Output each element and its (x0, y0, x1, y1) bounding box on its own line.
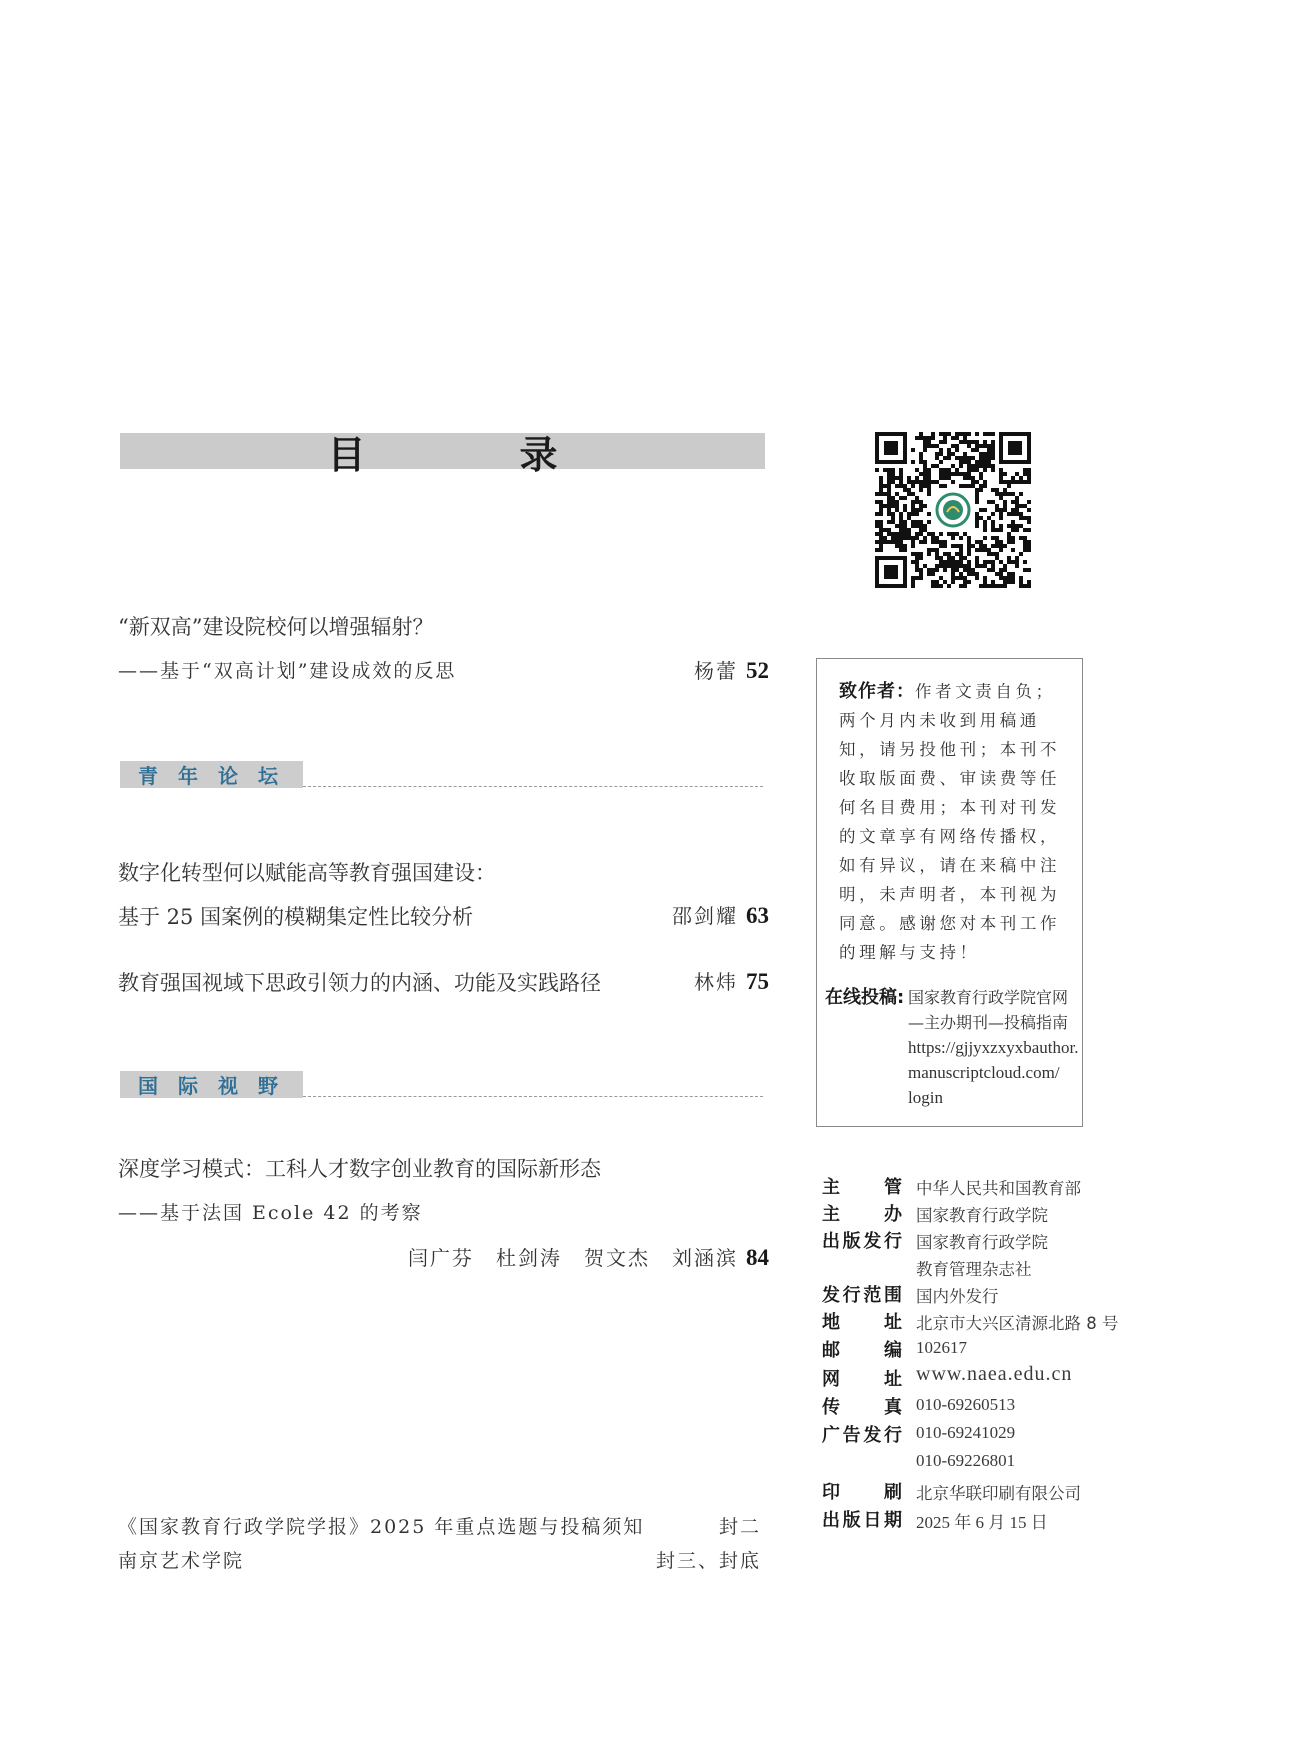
info-value: 北京市大兴区清源北路 8 号 (916, 1314, 1119, 1333)
author-notice (839, 677, 1067, 967)
submission-url[interactable]: login (908, 1088, 943, 1107)
author-notice-box (816, 658, 1083, 1127)
toc-entry-title[interactable]: 教育强国视域下思政引领力的内涵、功能及实践路径 (118, 971, 601, 995)
cover-note-page: 封三、封底 (655, 1550, 761, 1572)
info-label: 网址 (822, 1369, 902, 1390)
toc-entry-title[interactable]: 深度学习模式：工科人才数字创业教育的国际新形态 (118, 1157, 601, 1181)
online-line: 国家教育行政学院官网 (908, 988, 1069, 1007)
toc-entry-byline (408, 1242, 769, 1271)
toc-entry-author: 邵剑耀 (672, 904, 738, 928)
toc-entry-title[interactable]: 数字化转型何以赋能高等教育强国建设： (118, 861, 496, 885)
online-submission-label: 在线投稿: (825, 987, 905, 1008)
toc-entry-page[interactable]: 63 (746, 903, 769, 928)
info-value: 010-69260513 (916, 1395, 1016, 1414)
info-value: 102617 (916, 1338, 967, 1357)
submission-url[interactable]: https://gjjyxzxyxbauthor. (908, 1038, 1079, 1057)
section-divider (303, 786, 763, 787)
info-value: 教育管理杂志社 (916, 1260, 1032, 1279)
cover-note-text: 《国家教育行政学院学报》2025 年重点选题与投稿须知 (118, 1516, 645, 1538)
section-header-international: 国际视野 (120, 1071, 303, 1098)
info-value: 国内外发行 (916, 1287, 999, 1306)
toc-entry-byline (694, 966, 769, 995)
info-label: 传真 (822, 1397, 902, 1418)
info-label: 印刷 (822, 1482, 902, 1503)
section-header-youth-forum: 青年论坛 (120, 761, 303, 788)
qr-code-icon[interactable] (875, 432, 1031, 588)
toc-entry-page[interactable]: 84 (746, 1245, 769, 1270)
qr-finder-bottom-left (875, 556, 907, 588)
qr-finder-top-left (875, 432, 907, 464)
info-label: 地址 (822, 1312, 902, 1333)
info-value: 国家教育行政学院 (916, 1206, 1048, 1225)
toc-entry-subtitle: 基于 25 国案例的模糊集定性比较分析 (118, 905, 474, 929)
info-label: 发行范围 (822, 1285, 902, 1306)
info-value: 010-69241029 (916, 1423, 1016, 1442)
notice-body: 作者文责自负；两个月内未收到用稿通知，请另投他刊；本刊不收取版面费、审读费等任何名目费用；本刊对刊发的文章享有网络传播权，如有异议，请在来稿中注明，未声明者，本刊视为同意。感谢您对本刊工作的理解与支持！ (839, 682, 1061, 962)
notice-label: 致作者： (839, 681, 915, 702)
toc-entry-page[interactable]: 75 (746, 969, 769, 994)
info-value: 北京华联印刷有限公司 (916, 1484, 1081, 1503)
toc-entry-authors: 闫广芬 杜剑涛 贺文杰 刘涵滨 (408, 1246, 738, 1270)
info-label: 出版发行 (822, 1231, 902, 1252)
toc-entry-page[interactable]: 52 (746, 658, 769, 683)
toc-entry-author: 林炜 (694, 970, 738, 994)
info-value: 国家教育行政学院 (916, 1233, 1048, 1252)
submission-url[interactable]: manuscriptcloud.com/ (908, 1063, 1060, 1082)
info-value: 010-69226801 (916, 1451, 1016, 1470)
website-link[interactable]: www.naea.edu.cn (916, 1363, 1073, 1385)
info-value: 中华人民共和国教育部 (916, 1179, 1081, 1198)
toc-title-bar (120, 432, 765, 477)
toc-entry-subtitle: ——基于法国 Ecole 42 的考察 (118, 1202, 423, 1224)
info-label: 出版日期 (822, 1510, 902, 1531)
toc-entry-byline (694, 655, 769, 684)
section-divider (303, 1096, 763, 1097)
qr-finder-top-right (999, 432, 1031, 464)
info-label: 主管 (822, 1177, 902, 1198)
info-label: 广告发行 (822, 1425, 902, 1446)
info-label: 邮编 (822, 1340, 902, 1361)
cover-note-text: 南京艺术学院 (118, 1550, 245, 1572)
toc-entry-byline (672, 900, 769, 929)
toc-entry-subtitle: ——基于“双高计划”建设成效的反思 (118, 660, 457, 682)
cover-note-page: 封二 (718, 1516, 761, 1538)
toc-entry-title[interactable]: “新双高”建设院校何以增强辐射？ (118, 615, 434, 639)
journal-logo-icon (935, 492, 971, 528)
info-value: 2025 年 6 月 15 日 (916, 1513, 1048, 1532)
toc-title: 目 录 (327, 432, 616, 477)
online-line: —主办期刊—投稿指南 (908, 1013, 1069, 1032)
toc-entry-author: 杨蕾 (694, 659, 738, 683)
online-submission-info (908, 985, 1078, 1110)
info-label: 主办 (822, 1204, 902, 1225)
